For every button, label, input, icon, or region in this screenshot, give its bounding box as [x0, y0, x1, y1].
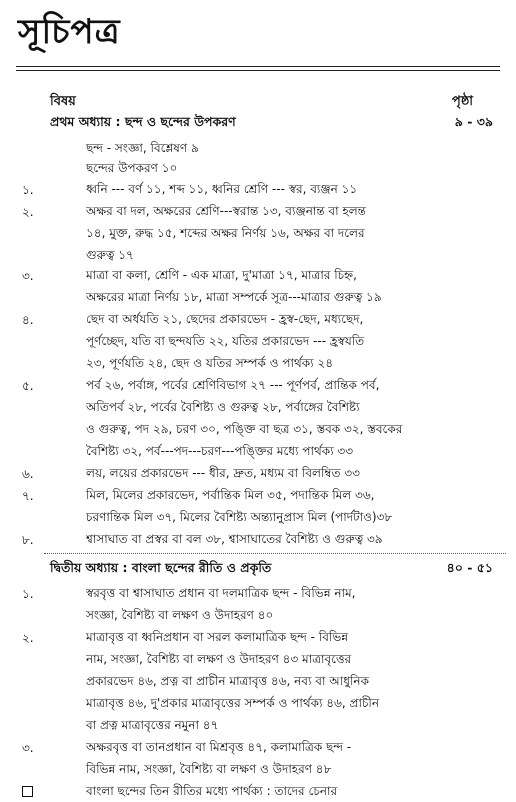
toc-entry: [86, 178, 506, 200]
entry-line: বিভিন্ন নাম, সংজ্ঞা, বৈশিষ্ট্য বা লক্ষণ ও উদাহরণ ৪৮: [86, 762, 332, 776]
toc-entry: [86, 374, 506, 462]
entry-line: ও গুরুত্ব, পদ ২৯, চরণ ৩০, পঙ্ক্তি বা ছত্র ৩১, স্তবক ৩২, স্তবকের: [86, 422, 403, 436]
entry-line: চরণান্তিক মিল ৩৭, মিলের বৈশিষ্ট্য অন্ত্যানুপ্রাস মিল (পার্দটাও)৩৮: [86, 510, 393, 524]
page-title: সূচিপত্র: [18, 12, 121, 52]
entry-line: প্রকারভেদ ৪৬, প্রত্ন বা প্রাচীন মাত্রাবৃত্ত ৪৬, নব্য বা আধুনিক: [86, 674, 369, 688]
entry-line: ধ্বনি --- বর্ণ ১১, শব্দ ১১, ধ্বনির শ্রেণি --- স্বর, ব্যঞ্জন ১১: [86, 182, 358, 196]
checkbox-bullet-icon: [22, 786, 33, 797]
section-divider: [44, 553, 506, 554]
subject-column-label: বিষয়: [50, 94, 76, 109]
entry-line: ছেদ বা অর্ধযতি ২১, ছেদের প্রকারভেদ - হ্রস্ব-ছেদ, মধ্যছেদ,: [86, 312, 364, 326]
item-number: ৬.: [22, 467, 34, 481]
toc-entry: [86, 264, 506, 308]
entry-line: অতিপর্ব ২৮, পর্বের বৈশিষ্ট্য ও গুরুত্ব ২৮, পর্বাঙ্গের বৈশিষ্ট্য: [86, 400, 360, 414]
toc-entry: [86, 626, 506, 736]
item-number: ১.: [22, 587, 34, 601]
toc-entry: [86, 528, 506, 550]
intro-line: ছন্দের উপকরণ ১০: [86, 161, 178, 175]
item-number: ৮.: [22, 533, 34, 547]
toc-entry: [86, 200, 506, 266]
entry-line: নাম, সংজ্ঞা, বৈশিষ্ট্য বা লক্ষণ ও উদাহরণ ৪৩ মাত্রাবৃত্তের: [86, 652, 352, 666]
toc-entry: [86, 736, 506, 780]
entry-line: ১৪, মুক্ত, রুদ্ধ ১৫, শব্দের অক্ষর নির্ণয় ১৬, অক্ষর বা দলের: [86, 226, 365, 240]
entry-line: মাত্রাবৃত্ত বা ধ্বনিপ্রধান বা সরল কলামাত্রিক ছন্দ - বিভিন্ন: [86, 630, 349, 644]
entry-line: পর্ব ২৬, পর্বাঙ্গ, পর্বের শ্রেণিবিভাগ ২৭ --- পূর্ণপর্ব, প্রান্তিক পর্ব,: [86, 378, 380, 392]
title-rule-thin: [16, 70, 500, 71]
item-number: ৫.: [22, 379, 34, 393]
item-number: ২.: [22, 205, 34, 219]
item-number: ১.: [22, 183, 34, 197]
chapter-1-pages: ৯ - ৩৯: [454, 114, 493, 129]
entry-line: শ্বাসাঘাত বা প্রস্বর বা বল ৩৮, শ্বাসাঘাতের বৈশিষ্ট্য ও গুরুত্ব ৩৯: [86, 532, 383, 546]
entry-line: মাত্রাবৃত্ত ৪৬, দু'প্রকার মাত্রাবৃত্তের সম্পর্ক ও পার্থক্য ৪৬, প্রাচীন: [86, 696, 380, 710]
toc-entry: [86, 484, 506, 528]
entry-line: পূর্ণচ্ছেদ, যতি বা ছন্দযতি ২২, যতির প্রকারভেদ --- হ্রস্বযতি: [86, 334, 365, 348]
intro-line: ছন্দ - সংজ্ঞা, বিশ্লেষণ ৯: [86, 141, 199, 155]
entry-line: মাত্রা বা কলা, শ্রেণি - এক মাত্রা, দু'মাত্রা ১৭, মাত্রার চিহ্ন,: [86, 268, 357, 282]
item-number: ৪.: [22, 313, 34, 327]
item-number: ৭.: [22, 489, 34, 503]
toc-entry-final: [86, 780, 506, 802]
entry-line: গুরুত্ব ১৭: [86, 248, 134, 262]
entry-line: অক্ষরবৃত্ত বা তানপ্রধান বা মিশ্রবৃত্ত ৪৭, কলামাত্রিক ছন্দ -: [86, 740, 352, 754]
page-column-label: পৃষ্ঠা: [452, 94, 474, 109]
entry-line: বা প্রত্ন মাত্রাবৃত্তের নমুনা ৪৭: [86, 718, 219, 732]
entry-line: লয়, লয়ের প্রকারভেদ --- ধীর, দ্রুত, মধ্যম বা বিলম্বিত ৩৩: [86, 466, 360, 480]
entry-line: বৈশিষ্ট্য ৩২, পর্ব---পদ---চরণ---পঙ্ক্তির মধ্যে পার্থক্য ৩৩: [86, 444, 354, 458]
chapter-1-heading: [50, 112, 505, 132]
entry-line: অক্ষরের মাত্রা নির্ণয় ১৮, মাত্রা সম্পর্কে সূত্র---মাত্রার গুরুত্ব ১৯: [86, 290, 382, 304]
item-number: ৩.: [22, 269, 34, 283]
entry-line: স্বরবৃত্ত বা শ্বাসাঘাত প্রধান বা দলমাত্রিক ছন্দ - বিভিন্ন নাম,: [86, 586, 356, 600]
entry-line: ২৩, পূর্ণযতি ২৪, ছেদ ও যতির সম্পর্ক ও পার্থক্য ২৪: [86, 356, 334, 370]
item-number: ২.: [22, 631, 34, 645]
toc-entry: [86, 462, 506, 484]
chapter-1-title: প্রথম অধ্যায় : ছন্দ ও ছন্দের উপকরণ: [50, 114, 236, 129]
chapter-2-heading: [50, 558, 505, 578]
chapter-2-pages: ৪০ - ৫১: [446, 560, 493, 575]
entry-line: মিল, মিলের প্রকারভেদ, পর্বান্তিক মিল ৩৫, পদান্তিক মিল ৩৬,: [86, 488, 375, 502]
entry-line: অক্ষর বা দল, অক্ষরের শ্রেণি---স্বরান্ত ১৩, ব্যঞ্জনান্ত বা হলন্ত: [86, 204, 366, 218]
title-rule: [16, 66, 500, 67]
item-number: ৩.: [22, 741, 34, 755]
toc-entry: [86, 582, 506, 626]
chapter-2-title: দ্বিতীয় অধ্যায় : বাংলা ছন্দের রীতি ও প্রকৃতি: [50, 560, 272, 575]
toc-entry: [86, 308, 506, 374]
entry-line: সংজ্ঞা, বৈশিষ্ট্য বা লক্ষণ ও উদাহরণ ৪০: [86, 608, 274, 622]
entry-line: বাংলা ছন্দের তিন রীতির মধ্যে পার্থক্য : তাদের চেনার: [86, 784, 338, 798]
